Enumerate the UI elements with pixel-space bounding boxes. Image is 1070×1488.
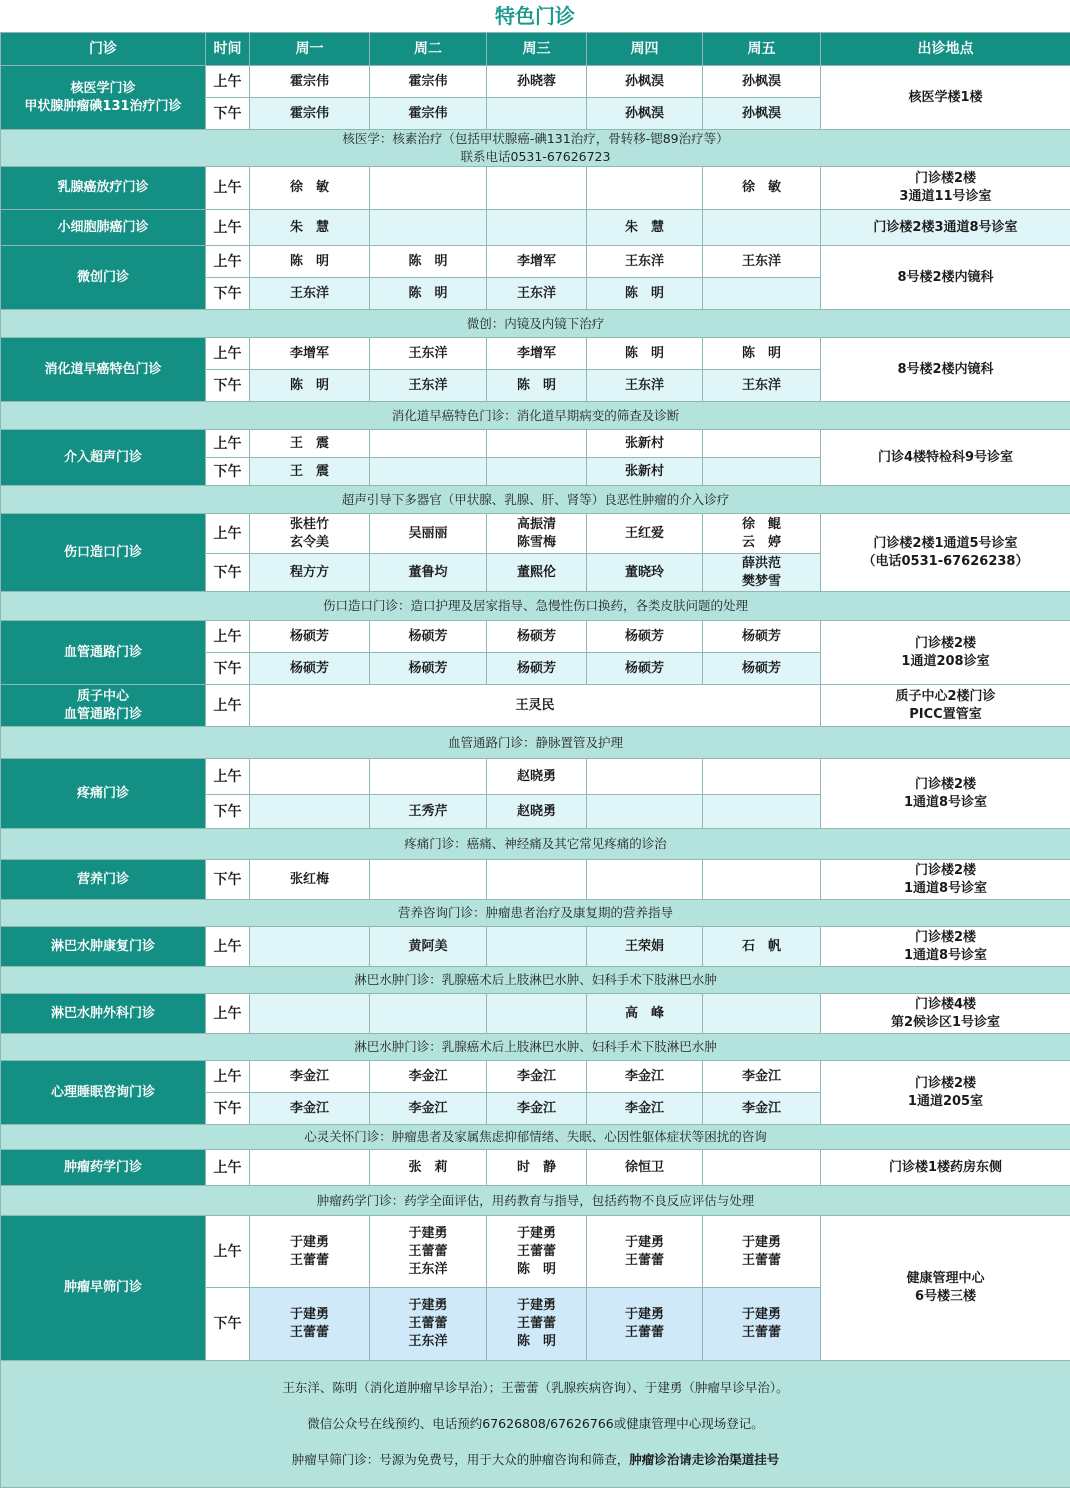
location-cell: 门诊楼2楼3通道8号诊室 [821,210,1070,246]
doctor-cell: 赵晓勇 [487,759,587,795]
table-row [1,210,1070,246]
doctor-cell: 杨硕芳 [487,653,587,685]
location-cell: 门诊楼4楼 第2候诊区1号诊室 [821,994,1070,1034]
doctor-cell [370,994,487,1034]
time-am: 上午 [206,621,250,653]
clinic-note: 血管通路门诊：静脉置管及护理 [1,727,1070,759]
header-mon: 周一 [250,33,370,66]
screening-note-line3a: 肿瘤早筛门诊：号源为免费号，用于大众的肿瘤咨询和筛查， [292,1452,630,1467]
time-am: 上午 [206,167,250,210]
location-cell: 门诊楼2楼 1通道8号诊室 [821,759,1070,829]
note-row [1,130,1070,167]
doctor-cell: 李增军 [487,338,587,370]
doctor-cell: 王东洋 [587,370,703,402]
doctor-cell: 张红梅 [250,860,370,900]
doctor-cell [703,994,821,1034]
time-am: 上午 [206,759,250,795]
doctor-cell [487,994,587,1034]
doctor-cell: 董鲁均 [370,554,487,592]
time-pm: 下午 [206,554,250,592]
time-am: 上午 [206,1150,250,1186]
clinic-name: 疼痛门诊 [1,759,206,829]
doctor-cell: 时 静 [487,1150,587,1186]
doctor-cell: 杨硕芳 [703,653,821,685]
time-am: 上午 [206,685,250,727]
doctor-cell: 杨硕芳 [487,621,587,653]
clinic-note: 淋巴水肿门诊：乳腺癌术后上肢淋巴水肿、妇科手术下肢淋巴水肿 [1,967,1070,994]
note-row [1,1034,1070,1061]
clinic-note: 消化道早癌特色门诊：消化道早期病变的筛查及诊断 [1,402,1070,430]
clinic-name: 血管通路门诊 [1,621,206,685]
doctor-cell: 高 峰 [587,994,703,1034]
doctor-cell: 于建勇 王蕾蕾 王东洋 [370,1216,487,1288]
doctor-cell: 孙枫淏 [587,98,703,130]
doctor-cell: 霍宗伟 [250,66,370,98]
doctor-cell: 王东洋 [587,246,703,278]
doctor-cell: 陈 明 [370,278,487,310]
doctor-cell: 于建勇 王蕾蕾 王东洋 [370,1288,487,1361]
time-am: 上午 [206,338,250,370]
clinic-name: 心理睡眠咨询门诊 [1,1061,206,1125]
doctor-cell: 杨硕芳 [370,621,487,653]
clinic-name: 淋巴水肿外科门诊 [1,994,206,1034]
doctor-cell [703,1150,821,1186]
table-row [1,1150,1070,1186]
time-pm: 下午 [206,653,250,685]
header-time: 时间 [206,33,250,66]
doctor-cell [487,98,587,130]
table-row [1,1061,1070,1093]
doctor-cell: 张 莉 [370,1150,487,1186]
table-row [1,246,1070,278]
doctor-cell: 李增军 [250,338,370,370]
doctor-cell: 陈 明 [487,370,587,402]
doctor-cell [587,759,703,795]
doctor-cell: 陈 明 [703,338,821,370]
clinic-name: 伤口造口门诊 [1,514,206,592]
note-row [1,1186,1070,1216]
table-row [1,621,1070,653]
doctor-cell: 徐恒卫 [587,1150,703,1186]
time-am: 上午 [206,430,250,458]
time-am: 上午 [206,1061,250,1093]
doctor-cell [487,430,587,458]
doctor-cell: 陈 明 [250,246,370,278]
note-row [1,486,1070,514]
doctor-cell [487,860,587,900]
doctor-cell: 孙枫淏 [587,66,703,98]
doctor-cell [370,759,487,795]
table-row [1,860,1070,900]
location-cell: 核医学楼1楼 [821,66,1070,130]
location-cell: 8号楼2楼内镜科 [821,338,1070,402]
doctor-cell: 李金江 [587,1093,703,1125]
time-am: 上午 [206,1216,250,1288]
header-wed: 周三 [487,33,587,66]
clinic-name: 肿瘤药学门诊 [1,1150,206,1186]
table-row [1,514,1070,554]
doctor-cell: 张桂竹 玄令美 [250,514,370,554]
doctor-cell: 王东洋 [370,338,487,370]
clinic-note: 淋巴水肿门诊：乳腺癌术后上肢淋巴水肿、妇科手术下肢淋巴水肿 [1,1034,1070,1061]
doctor-cell [487,458,587,486]
doctor-cell: 李金江 [703,1093,821,1125]
doctor-cell: 李金江 [250,1093,370,1125]
time-pm: 下午 [206,795,250,829]
location-cell: 门诊楼2楼1通道5号诊室 （电话0531-67626238） [821,514,1070,592]
doctor-cell [587,167,703,210]
doctor-cell: 王秀芹 [370,795,487,829]
doctor-cell: 于建勇 王蕾蕾 陈 明 [487,1288,587,1361]
doctor-cell [250,759,370,795]
doctor-cell: 王 震 [250,458,370,486]
doctor-cell [370,210,487,246]
doctor-cell: 于建勇 王蕾蕾 [703,1216,821,1288]
doctor-cell [250,927,370,967]
doctor-cell: 杨硕芳 [370,653,487,685]
header-clinic: 门诊 [1,33,206,66]
doctor-cell: 王东洋 [370,370,487,402]
table-row [1,759,1070,795]
doctor-cell: 张新村 [587,458,703,486]
clinic-name: 乳腺癌放疗门诊 [1,167,206,210]
note-row [1,1125,1070,1150]
time-am: 上午 [206,246,250,278]
doctor-cell: 杨硕芳 [250,653,370,685]
doctor-cell [250,795,370,829]
clinic-note: 心灵关怀门诊：肿瘤患者及家属焦虑抑郁情绪、失眠、心因性躯体症状等困扰的咨询 [1,1125,1070,1150]
doctor-cell [250,1150,370,1186]
doctor-cell: 李金江 [487,1061,587,1093]
doctor-cell: 于建勇 王蕾蕾 [250,1288,370,1361]
doctor-cell: 于建勇 王蕾蕾 [587,1216,703,1288]
doctor-cell [703,278,821,310]
note-row [1,1361,1070,1488]
doctor-cell: 陈 明 [587,278,703,310]
note-row [1,829,1070,860]
doctor-cell: 于建勇 王蕾蕾 [703,1288,821,1361]
note-row [1,310,1070,338]
doctor-cell [587,795,703,829]
time-pm: 下午 [206,458,250,486]
doctor-cell: 孙晓蓉 [487,66,587,98]
location-cell: 8号楼2楼内镜科 [821,246,1070,310]
note-row [1,967,1070,994]
header-tue: 周二 [370,33,487,66]
time-pm: 下午 [206,370,250,402]
location-cell: 门诊楼2楼 1通道8号诊室 [821,860,1070,900]
table-row [1,167,1070,210]
clinic-note: 伤口造口门诊：造口护理及居家指导、急慢性伤口换药，各类皮肤问题的处理 [1,592,1070,621]
doctor-cell [703,860,821,900]
doctor-cell: 吴丽丽 [370,514,487,554]
doctor-cell: 霍宗伟 [370,66,487,98]
clinic-name: 小细胞肺癌门诊 [1,210,206,246]
time-pm: 下午 [206,1093,250,1125]
clinic-note: 肿瘤药学门诊：药学全面评估，用药教育与指导，包括药物不良反应评估与处理 [1,1186,1070,1216]
location-cell: 门诊楼2楼 1通道8号诊室 [821,927,1070,967]
time-pm: 下午 [206,1288,250,1361]
location-cell: 门诊楼2楼 1通道205室 [821,1061,1070,1125]
doctor-cell: 于建勇 王蕾蕾 [250,1216,370,1288]
doctor-cell: 李金江 [703,1061,821,1093]
doctor-cell: 石 帆 [703,927,821,967]
header-fri: 周五 [703,33,821,66]
location-cell: 门诊楼1楼药房东侧 [821,1150,1070,1186]
doctor-cell [487,210,587,246]
doctor-cell: 霍宗伟 [250,98,370,130]
clinic-note: 疼痛门诊：癌痛、神经痛及其它常见疼痛的诊治 [1,829,1070,860]
time-am: 上午 [206,927,250,967]
doctor-cell: 李金江 [487,1093,587,1125]
table-row [1,430,1070,458]
screening-note-line3 [1,1451,1070,1469]
screening-note-line1: 王东洋、陈明（消化道肿瘤早诊早治）；王蕾蕾（乳腺疾病咨询）、于建勇（肿瘤早诊早治）。 [1,1379,1070,1397]
doctor-cell [370,860,487,900]
doctor-cell: 杨硕芳 [587,621,703,653]
table-row [1,685,1070,727]
table-row [1,66,1070,98]
doctor-cell: 李增军 [487,246,587,278]
clinic-note: 营养咨询门诊：肿瘤患者治疗及康复期的营养指导 [1,900,1070,927]
clinic-name: 介入超声门诊 [1,430,206,486]
screening-note-line3b: 肿瘤诊治请走诊治渠道挂号 [629,1452,779,1467]
doctor-cell: 陈 明 [250,370,370,402]
table-row [1,994,1070,1034]
doctor-cell [703,210,821,246]
time-pm: 下午 [206,278,250,310]
doctor-cell [487,927,587,967]
clinic-name: 淋巴水肿康复门诊 [1,927,206,967]
doctor-cell: 李金江 [587,1061,703,1093]
time-am: 上午 [206,994,250,1034]
doctor-cell: 霍宗伟 [370,98,487,130]
doctor-cell [250,994,370,1034]
doctor-cell: 程方方 [250,554,370,592]
doctor-cell: 杨硕芳 [587,653,703,685]
doctor-cell [487,167,587,210]
note-row [1,592,1070,621]
time-pm: 下午 [206,860,250,900]
location-cell: 质子中心2楼门诊 PICC置管室 [821,685,1070,727]
clinic-note: 超声引导下多器官（甲状腺、乳腺、肝、肾等）良恶性肿瘤的介入诊疗 [1,486,1070,514]
doctor-cell: 王东洋 [703,246,821,278]
note-row [1,402,1070,430]
time-am: 上午 [206,514,250,554]
doctor-cell: 王 震 [250,430,370,458]
clinic-name: 核医学门诊 甲状腺肿瘤碘131治疗门诊 [1,66,206,130]
location-cell: 健康管理中心 6号楼三楼 [821,1216,1070,1361]
clinic-schedule-table [0,32,1070,1488]
header-thu: 周四 [587,33,703,66]
location-cell: 门诊4楼特检科9号诊室 [821,430,1070,486]
doctor-cell: 王东洋 [250,278,370,310]
header-row [1,33,1070,66]
doctor-cell: 王红爱 [587,514,703,554]
note-row [1,727,1070,759]
clinic-name: 质子中心 血管通路门诊 [1,685,206,727]
table-row [1,1216,1070,1288]
screening-note [1,1361,1070,1488]
clinic-name: 肿瘤早筛门诊 [1,1216,206,1361]
location-cell: 门诊楼2楼 3通道11号诊室 [821,167,1070,210]
doctor-cell [587,860,703,900]
doctor-cell: 徐 敏 [250,167,370,210]
doctor-cell: 薛洪范 樊梦雪 [703,554,821,592]
table-row [1,927,1070,967]
table-row [1,338,1070,370]
clinic-name: 消化道早癌特色门诊 [1,338,206,402]
doctor-cell [703,430,821,458]
doctor-cell: 张新村 [587,430,703,458]
doctor-cell [703,759,821,795]
page-title: 特色门诊 [0,0,1070,32]
time-am: 上午 [206,210,250,246]
doctor-cell: 李金江 [370,1061,487,1093]
location-cell: 门诊楼2楼 1通道208诊室 [821,621,1070,685]
screening-note-line2: 微信公众号在线预约、电话预约67626808/67626766或健康管理中心现场登记。 [1,1415,1070,1433]
note-row [1,900,1070,927]
doctor-cell: 李金江 [370,1093,487,1125]
clinic-name: 营养门诊 [1,860,206,900]
doctor-cell: 高振清 陈雪梅 [487,514,587,554]
doctor-cell: 陈 明 [370,246,487,278]
doctor-cell [703,458,821,486]
doctor-cell: 董熙伦 [487,554,587,592]
doctor-cell: 徐 敏 [703,167,821,210]
doctor-cell: 黄阿美 [370,927,487,967]
clinic-note: 核医学：核素治疗（包括甲状腺癌-碘131治疗，骨转移-锶89治疗等） 联系电话0531-67626723 [1,130,1070,167]
doctor-cell: 孙枫淏 [703,98,821,130]
header-location: 出诊地点 [821,33,1070,66]
clinic-note: 微创：内镜及内镜下治疗 [1,310,1070,338]
doctor-cell: 李金江 [250,1061,370,1093]
doctor-cell: 王东洋 [487,278,587,310]
doctor-cell: 杨硕芳 [250,621,370,653]
doctor-cell: 王荣娟 [587,927,703,967]
doctor-cell: 赵晓勇 [487,795,587,829]
doctor-cell: 徐 鲲 云 婷 [703,514,821,554]
doctor-cell: 孙枫淏 [703,66,821,98]
doctor-cell: 杨硕芳 [703,621,821,653]
doctor-cell: 陈 明 [587,338,703,370]
doctor-cell [370,430,487,458]
clinic-name: 微创门诊 [1,246,206,310]
doctor-cell: 王灵民 [250,685,821,727]
doctor-cell: 董晓玲 [587,554,703,592]
doctor-cell: 王东洋 [703,370,821,402]
doctor-cell [370,458,487,486]
doctor-cell: 于建勇 王蕾蕾 陈 明 [487,1216,587,1288]
time-am: 上午 [206,66,250,98]
doctor-cell [370,167,487,210]
time-pm: 下午 [206,98,250,130]
doctor-cell: 于建勇 王蕾蕾 [587,1288,703,1361]
doctor-cell [703,795,821,829]
doctor-cell: 朱 慧 [250,210,370,246]
doctor-cell: 朱 慧 [587,210,703,246]
